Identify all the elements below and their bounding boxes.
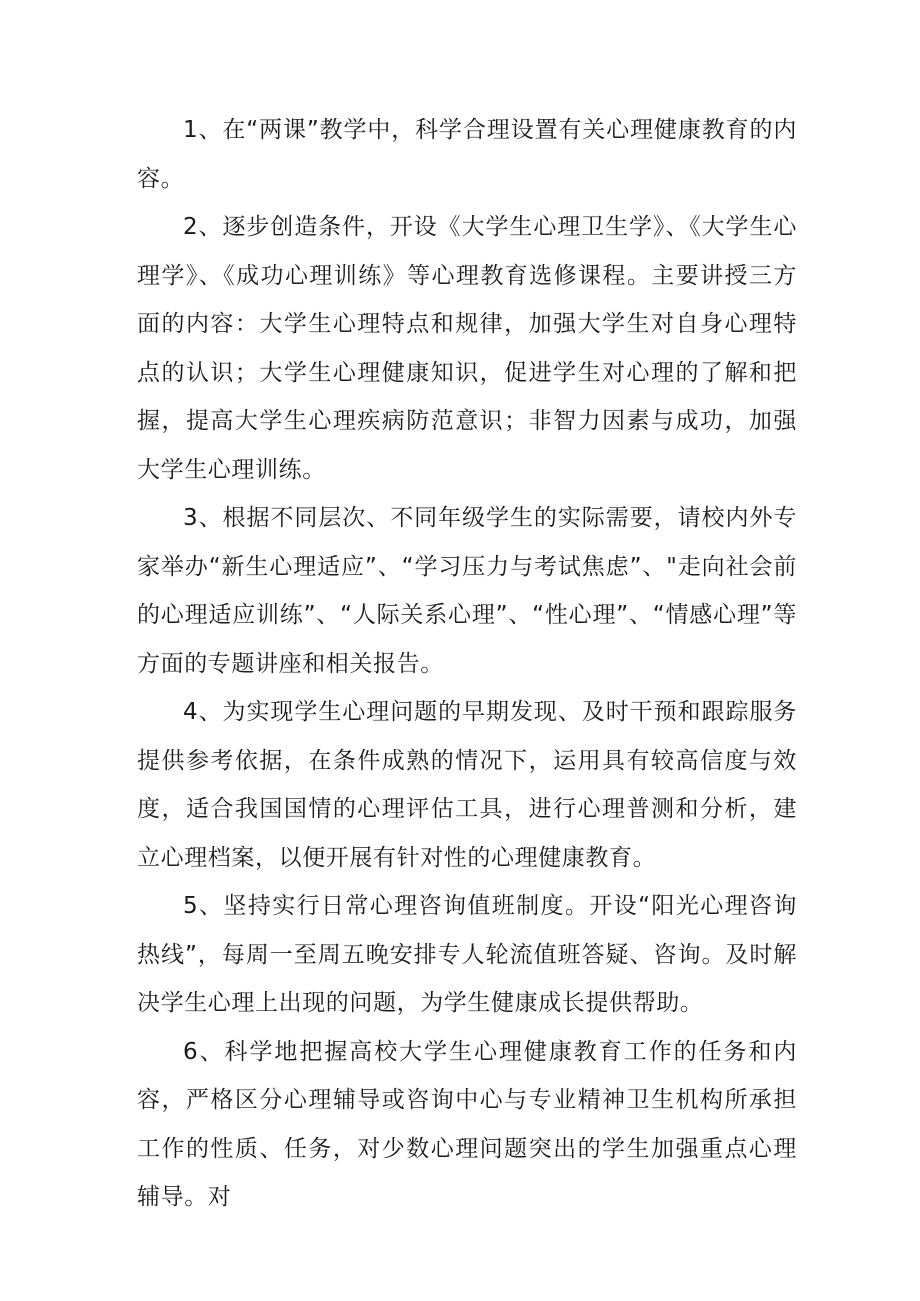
document-body [137,106,797,1222]
paragraph-4: 4、为实现学生心理问题的早期发现、及时干预和跟踪服务提供参考依据，在条件成熟的情况下，运用具有较高信度与效度，适合我国国情的心理评估工具，进行心理普测和分析，建立心理档案，以便开展有针对性的心理健康教育。 [137,699,797,871]
paragraph-5: 5、坚持实行日常心理咨询值班制度。开设“阳光心理咨询热线”，每周一至周五晚安排专人轮流值班答疑、咨询。及时解决学生心理上出现的问题，为学生健康成长提供帮助。 [137,893,797,1016]
paragraph-3: 3、根据不同层次、不同年级学生的实际需要，请校内外专家举办“新生心理适应”、“学习压力与考试焦虑”、"走向社会前的心理适应训练”、“人际关系心理”、“性心理”、“情感心理”等方面的专题讲座和相关报告。 [137,505,797,677]
paragraph-2: 2、逐步创造条件，开设《大学生心理卫生学》、《大学生心理学》、《成功心理训练》等心理教育选修课程。主要讲授三方面的内容：大学生心理特点和规律，加强大学生对自身心理特点的认识；大学生心理健康知识，促进学生对心理的了解和把握，提高大学生心理疾病防范意识；非智力因素与成功，加强大学生心理训练。 [137,214,797,483]
paragraph-6: 6、科学地把握高校大学生心理健康教育工作的任务和内容，严格区分心理辅导或咨询中心与专业精神卫生机构所承担工作的性质、任务，对少数心理问题突出的学生加强重点心理辅导。对 [137,1038,797,1210]
paragraph-1: 1、在“两课”教学中，科学合理设置有关心理健康教育的内容。 [137,117,797,192]
